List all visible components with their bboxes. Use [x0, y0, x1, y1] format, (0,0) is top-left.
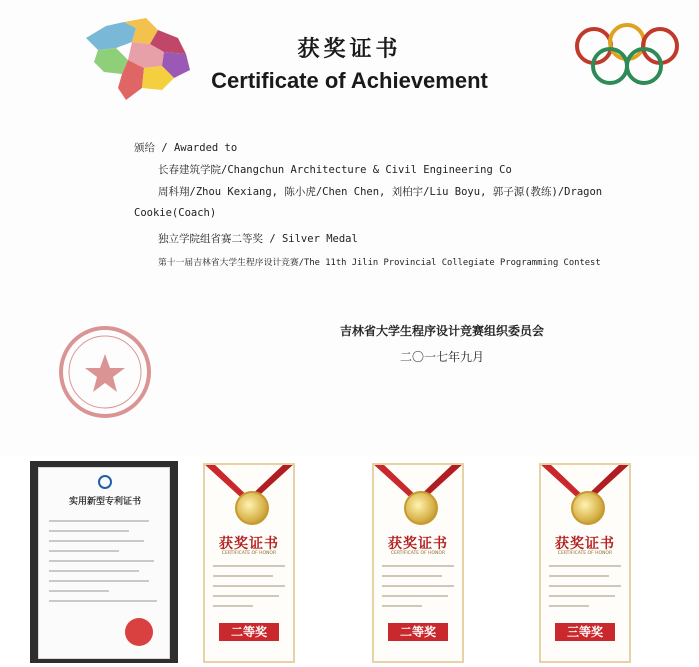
award-text-line	[382, 575, 442, 577]
medal-icon	[571, 491, 605, 525]
certificate-title-en: Certificate of Achievement	[211, 68, 488, 93]
award-text-line	[549, 605, 589, 607]
patent-emblem-icon	[95, 474, 115, 490]
patent-text-line	[49, 520, 149, 522]
patent-text-line	[49, 540, 144, 542]
team-members-continued: Cookie(Coach)	[134, 207, 217, 219]
issue-date: 二〇一七年九月	[400, 350, 485, 364]
award-title-cn: 获奖证书	[555, 536, 615, 552]
patent-seal-icon	[123, 616, 155, 648]
award-text-line	[549, 575, 609, 577]
award-text-line	[382, 585, 454, 587]
patent-text-line	[49, 570, 139, 572]
award-title-cn: 获奖证书	[388, 536, 448, 552]
patent-text-line	[49, 560, 154, 562]
award-text-line	[213, 595, 279, 597]
team-members: 周科翔/Zhou Kexiang, 陈小虎/Chen Chen, 刘柏宇/Liu Boyu, 郭子源(教练)/Dragon	[158, 186, 603, 198]
prize-badge: 二等奖	[388, 623, 448, 641]
institution-name: 长春建筑学院/Changchun Architecture & Civil Engineering Co	[158, 164, 512, 176]
medal-icon	[404, 491, 438, 525]
award-level: 独立学院组省赛二等奖 / Silver Medal	[158, 233, 358, 245]
award-certificate-2	[372, 463, 464, 663]
patent-text-line	[49, 580, 149, 582]
award-title-en: CERTIFICATE OF HONOR	[557, 551, 613, 556]
official-seal-stamp	[55, 322, 155, 422]
patent-text-line	[49, 530, 129, 532]
award-text-line	[382, 595, 448, 597]
patent-text-line	[49, 600, 157, 602]
certificate-title-cn: 获奖证书	[297, 37, 402, 62]
organizer-name: 吉林省大学生程序设计竞赛组织委员会	[340, 324, 545, 338]
medal-icon	[235, 491, 269, 525]
award-text-line	[382, 565, 454, 567]
award-title-en: CERTIFICATE OF HONOR	[221, 551, 277, 556]
contest-name: 第十一届吉林省大学生程序设计竞赛/The 11th Jilin Provincial Collegiate Programming Contest	[158, 258, 601, 268]
awarded-to-label: 颁给 / Awarded to	[134, 142, 238, 154]
award-certificate-3	[539, 463, 631, 663]
award-text-line	[549, 585, 621, 587]
award-text-line	[213, 565, 285, 567]
award-title-cn: 获奖证书	[219, 536, 279, 552]
award-certificate-1	[203, 463, 295, 663]
award-text-line	[213, 575, 273, 577]
patent-text-line	[49, 590, 109, 592]
patent-text-line	[49, 550, 119, 552]
award-text-line	[213, 605, 253, 607]
patent-certificate	[38, 467, 170, 659]
prize-badge: 二等奖	[219, 623, 279, 641]
prize-badge: 三等奖	[555, 623, 615, 641]
patent-title: 实用新型专利证书	[68, 497, 141, 507]
award-text-line	[213, 585, 285, 587]
award-title-en: CERTIFICATE OF HONOR	[390, 551, 446, 556]
award-text-line	[382, 605, 422, 607]
award-text-line	[549, 565, 621, 567]
award-text-line	[549, 595, 615, 597]
